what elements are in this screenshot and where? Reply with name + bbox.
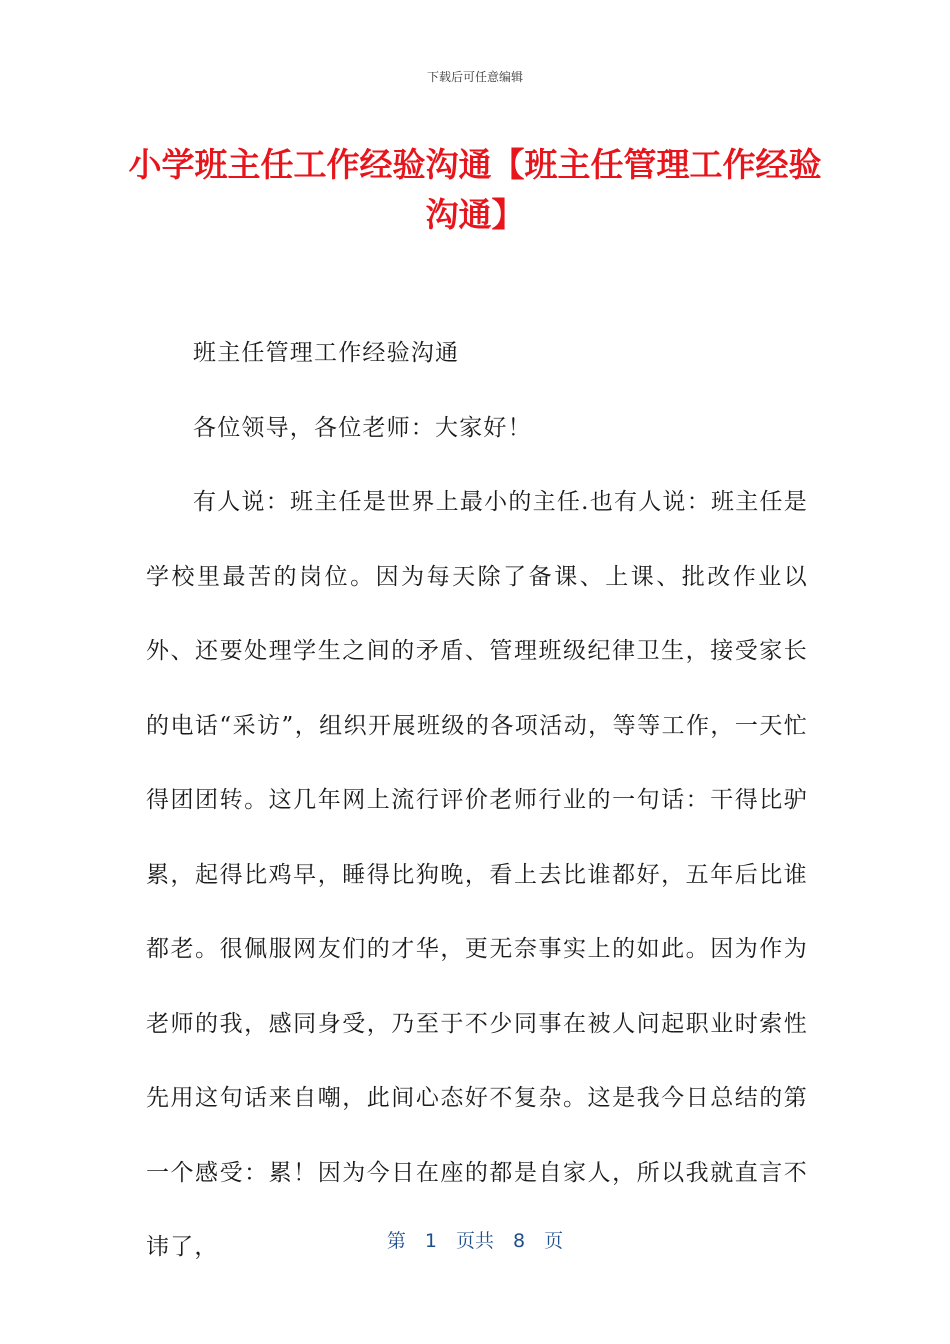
paragraph-subtitle: 班主任管理工作经验沟通: [193, 340, 460, 366]
paragraph-main: 有人说：班主任是世界上最小的主任.也有人说：班主任是学校里最苦的岗位。因为每天除了备课、上课、批改作业以外、还要处理学生之间的矛盾、管理班级纪律卫生，接受家长的电话“采访”，组织开展班级的各项活动，等等工作，一天忙得团团转。这几年网上流行评价老师行业的一句话：干得比驴累，起得比鸡早，睡得比狗晚，看上去比谁都好，五年后比谁都老。很佩服网友们的才华，更无奈事实上的如此。因为作为老师的我，感同身受，乃至于不少同事在被人问起职业时索性先用这句话来自嘲，此间心态好不复杂。这是我今日总结的第一个感受：累！因为今日在座的都是自家人，所以我就直言不讳了，: [146, 489, 808, 1260]
page-header-note: 下载后可任意编辑: [426, 70, 523, 84]
document-body: [146, 316, 808, 1285]
page-footer-pagination: 第 1 页共 8 页: [386, 1230, 564, 1252]
document-title: 小学班主任工作经验沟通【班主任管理工作经验沟通】: [128, 145, 822, 234]
paragraph-greeting: 各位领导，各位老师：大家好！: [193, 414, 532, 441]
